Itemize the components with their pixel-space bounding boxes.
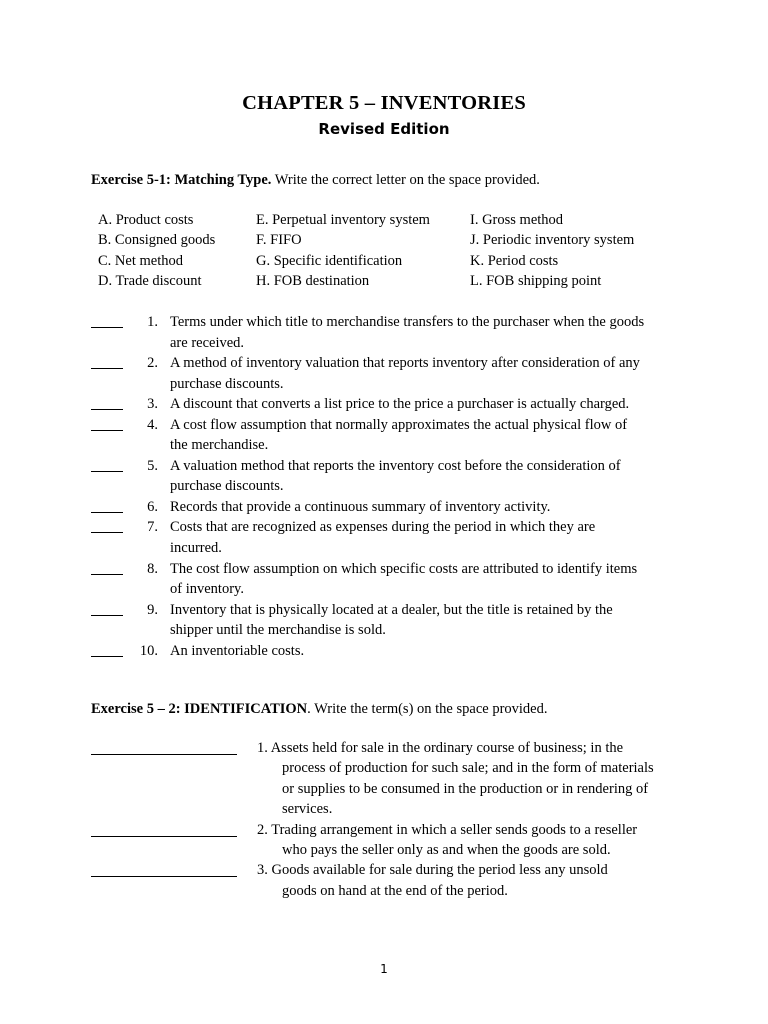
choice-option: C. Net method — [98, 252, 183, 269]
choice-option: E. Perpetual inventory system — [256, 212, 430, 228]
item-text-line: Inventory that is physically located at a dealer, but the title is retained by the — [170, 601, 613, 618]
answer-blank[interactable] — [91, 656, 123, 657]
item-text — [257, 860, 665, 901]
item-text-line: Terms under which title to merchandise transfers to the purchaser when the goods — [170, 314, 645, 330]
item-text-line: An inventoriable costs. — [170, 642, 305, 659]
item-text — [257, 820, 665, 861]
exercise-1-heading-bold: Exercise 5-1: Matching Type. — [91, 172, 272, 188]
answer-blank[interactable] — [91, 836, 237, 837]
item-text-line: A cost flow assumption that normally approximates the actual physical flow of — [170, 416, 628, 433]
item-text-line: are received. — [170, 334, 245, 351]
item-text-line: A method of inventory valuation that reports inventory after consideration of any — [170, 355, 640, 372]
item-text-line: of inventory. — [170, 581, 244, 598]
choice-option: D. Trade discount — [98, 273, 202, 290]
item-text-line: The cost flow assumption on which specific costs are attributed to identify items — [170, 560, 638, 577]
answer-blank[interactable] — [91, 409, 123, 410]
item-text-line: purchase discounts. — [170, 375, 284, 392]
item-text-line: Costs that are recognized as expenses during the period in which they are — [170, 519, 596, 536]
item-text-line: the merchandise. — [170, 437, 269, 454]
item-text — [170, 353, 670, 394]
page-number: 1 — [380, 962, 388, 976]
exercise-1-heading-rest: Write the correct letter on the space provided. — [271, 172, 540, 188]
exercise-2-heading — [91, 699, 548, 719]
item-text-line: process of production for such sale; and in the form of materials — [282, 760, 654, 777]
item-number: 1. — [147, 314, 158, 330]
item-text-line: 1. Assets held for sale in the ordinary course of business; in the — [257, 740, 624, 756]
answer-blank[interactable] — [91, 876, 237, 877]
item-text-line: Records that provide a continuous summary of inventory activity. — [170, 498, 551, 515]
answer-blank[interactable] — [91, 368, 123, 369]
exercise-2-heading-rest: . Write the term(s) on the space provided. — [307, 701, 548, 717]
item-text — [170, 559, 670, 600]
item-number: 6. — [147, 498, 158, 515]
item-text-line: goods on hand at the end of the period. — [282, 882, 508, 899]
answer-blank[interactable] — [91, 754, 237, 755]
item-text — [170, 312, 670, 353]
choice-option: K. Period costs — [470, 252, 559, 269]
item-number: 2. — [147, 355, 158, 372]
item-text — [170, 497, 670, 518]
item-number: 5. — [147, 457, 158, 474]
item-number: 7. — [147, 519, 158, 536]
item-text — [170, 641, 670, 662]
chapter-title: CHAPTER 5 – INVENTORIES — [242, 92, 526, 114]
exercise-1-heading — [91, 170, 540, 190]
answer-blank[interactable] — [91, 532, 123, 533]
item-text-line: A discount that converts a list price to the price a purchaser is actually charged. — [170, 396, 630, 413]
answer-blank[interactable] — [91, 471, 123, 472]
item-number: 9. — [147, 601, 158, 618]
answer-blank[interactable] — [91, 615, 123, 616]
item-text-line: 3. Goods available for sale during the period less any unsold — [257, 862, 608, 879]
item-text-line: incurred. — [170, 540, 222, 557]
choice-option: L. FOB shipping point — [470, 273, 602, 290]
answer-blank[interactable] — [91, 327, 123, 328]
item-text-line: shipper until the merchandise is sold. — [170, 622, 386, 639]
item-text-line: who pays the seller only as and when the goods are sold. — [282, 842, 611, 858]
choice-option: I. Gross method — [470, 212, 564, 228]
answer-blank[interactable] — [91, 512, 123, 513]
answer-blank[interactable] — [91, 574, 123, 575]
choice-option: B. Consigned goods — [98, 232, 216, 249]
item-text-line: A valuation method that reports the inventory cost before the consideration of — [170, 457, 621, 474]
answer-blank[interactable] — [91, 430, 123, 431]
item-number: 4. — [147, 416, 158, 433]
item-text — [170, 600, 670, 641]
choice-option: G. Specific identification — [256, 252, 403, 269]
choice-option: A. Product costs — [98, 212, 194, 228]
item-number: 10. — [139, 642, 158, 659]
item-text — [170, 456, 670, 497]
choice-option: H. FOB destination — [256, 273, 370, 290]
item-number: 8. — [147, 560, 158, 577]
exercise-2-heading-bold: Exercise 5 – 2: IDENTIFICATION — [91, 701, 308, 717]
item-text-line: or supplies to be consumed in the production or in rendering of — [282, 780, 649, 797]
choice-option: F. FIFO — [256, 232, 302, 249]
item-text-line: 2. Trading arrangement in which a seller sends goods to a reseller — [257, 821, 638, 838]
item-text — [170, 517, 670, 558]
chapter-subtitle: Revised Edition — [318, 120, 450, 138]
item-number: 3. — [147, 396, 158, 413]
item-text — [170, 415, 670, 456]
item-text-line: purchase discounts. — [170, 478, 284, 495]
item-text — [257, 738, 665, 820]
choice-option: J. Periodic inventory system — [470, 232, 635, 249]
item-text-line: services. — [282, 801, 333, 818]
item-text — [170, 394, 670, 415]
